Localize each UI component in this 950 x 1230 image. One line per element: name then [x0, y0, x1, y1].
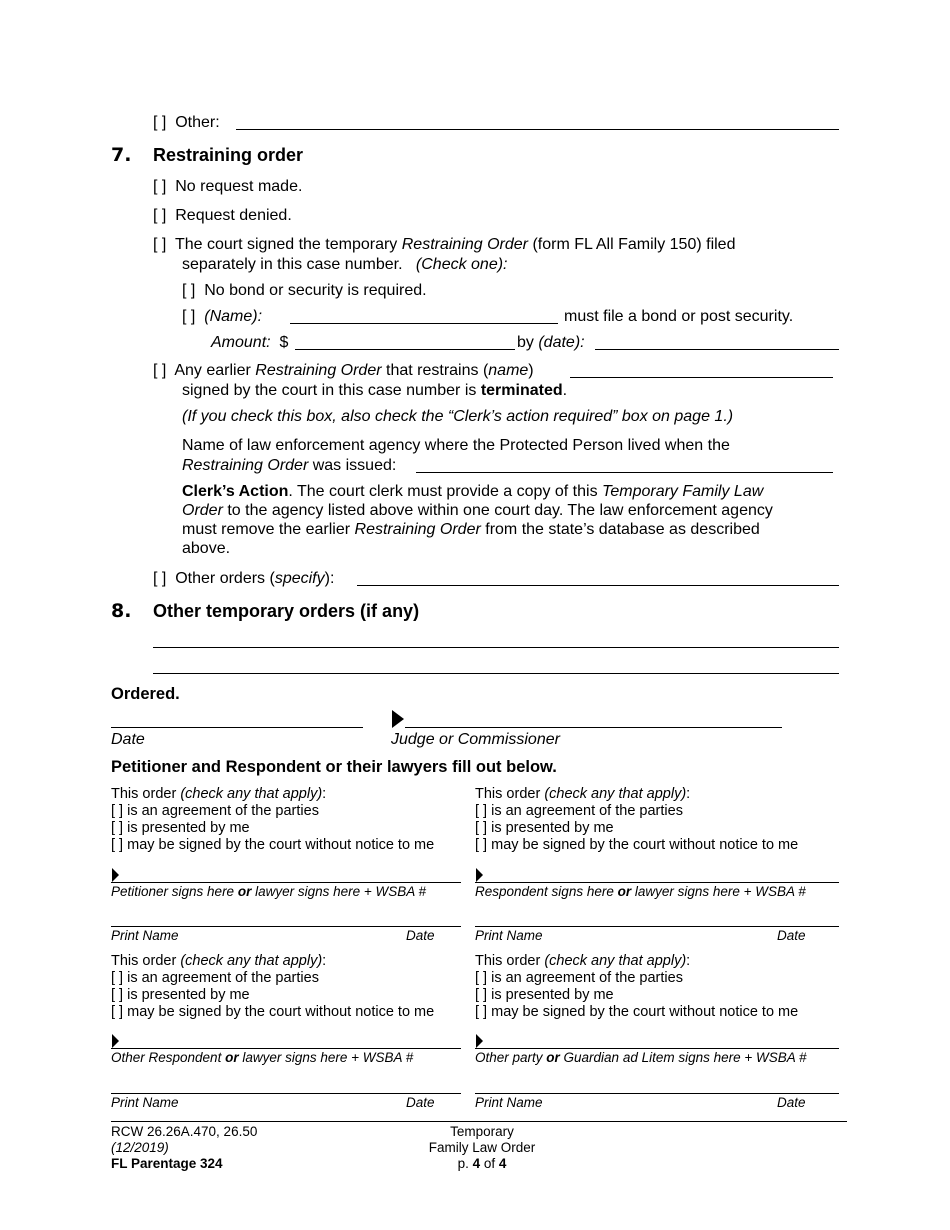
signature-arrow-icon — [112, 868, 119, 882]
other-party-check-block — [475, 953, 798, 1021]
checkbox-agreement[interactable]: [ ] is an agreement of the parties — [475, 970, 683, 986]
clerks-action-label: Clerk’s Action — [182, 483, 289, 500]
option-label: No request made. — [175, 178, 303, 195]
ordered-heading: Ordered. — [111, 685, 180, 703]
amount-label: Amount: — [211, 334, 271, 351]
text: of — [480, 1156, 499, 1171]
other-input-line[interactable] — [236, 129, 839, 130]
footer-title-1: Temporary — [450, 1124, 514, 1139]
other-label: Other: — [175, 114, 220, 131]
text: was issued: — [308, 457, 397, 474]
agency-line1: Name of law enforcement agency where the Protected Person lived when the — [182, 437, 730, 454]
other-respondent-signature-line[interactable] — [111, 1048, 461, 1049]
dollar-sign: $ — [279, 334, 289, 351]
text: : — [686, 786, 691, 802]
text: . The court clerk must provide a copy of this — [288, 483, 603, 500]
text: ) — [528, 362, 534, 379]
footer-left — [111, 1124, 257, 1172]
text: Respondent signs here — [475, 884, 618, 899]
checkbox-presented[interactable]: [ ] is presented by me — [111, 820, 250, 836]
other-respondent-check-block — [111, 953, 434, 1021]
text: from the state’s database as described — [480, 521, 760, 538]
text: Petitioner signs here — [111, 884, 238, 899]
text: . — [562, 382, 568, 399]
footer-center — [382, 1124, 582, 1172]
checkbox[interactable]: [ ] — [153, 236, 167, 253]
checkbox[interactable]: [ ] — [153, 570, 167, 587]
petitioner-signature-line[interactable] — [111, 882, 461, 883]
option-other-orders[interactable] — [153, 569, 334, 588]
text: : — [322, 786, 327, 802]
checkbox-without-notice[interactable]: [ ] may be signed by the court without notice to me — [475, 837, 799, 853]
text: lawyer signs here + WSBA # — [631, 884, 806, 899]
checkbox-presented[interactable]: [ ] is presented by me — [111, 987, 250, 1003]
page-total: 4 — [498, 1156, 507, 1171]
option-court-signed[interactable] — [153, 235, 735, 254]
checkbox-without-notice[interactable]: [ ] may be signed by the court without notice to me — [111, 837, 435, 853]
footer-page — [382, 1156, 582, 1172]
text: p. — [457, 1156, 473, 1171]
name-label: (Name): — [204, 308, 263, 325]
order-date-line[interactable] — [111, 727, 363, 728]
other-party-sign-caption — [475, 1050, 807, 1065]
checkbox[interactable]: [ ] — [182, 282, 196, 299]
text: This order — [111, 786, 181, 802]
checkbox-agreement[interactable]: [ ] is an agreement of the parties — [111, 803, 319, 819]
text: above. — [182, 540, 231, 557]
footer-form-number: FL Parentage 324 — [111, 1156, 223, 1171]
text: lawyer signs here + WSBA # — [238, 1050, 414, 1065]
clerks-action-paragraph — [182, 482, 832, 558]
other-orders-input-line[interactable] — [357, 585, 839, 586]
other-temp-orders-line-2[interactable] — [153, 673, 839, 674]
checkbox[interactable]: [ ] — [153, 362, 167, 379]
text: : — [686, 953, 691, 969]
option-no-request[interactable] — [153, 177, 302, 196]
checkbox-agreement[interactable]: [ ] is an agreement of the parties — [111, 970, 319, 986]
checkbox[interactable]: [ ] — [182, 308, 196, 325]
text: Any earlier — [174, 362, 256, 379]
option-label: Request denied. — [175, 207, 292, 224]
respondent-sign-caption — [475, 884, 806, 899]
terminated-text: terminated — [480, 382, 563, 399]
section-title-restraining-order: Restraining order — [153, 145, 304, 165]
checkbox[interactable]: [ ] — [153, 207, 167, 224]
parties-heading: Petitioner and Respondent or their lawyers fill out below. — [111, 758, 557, 776]
or-text: or — [237, 884, 252, 899]
respondent-check-block — [475, 786, 798, 854]
text-italic: (check any that apply) — [544, 953, 687, 969]
text: separately in this case number. — [182, 256, 403, 273]
petitioner-check-block — [111, 786, 434, 854]
checkbox-without-notice[interactable]: [ ] may be signed by the court without notice to me — [475, 1004, 799, 1020]
text-italic: Order — [182, 502, 223, 519]
earlier-line2 — [182, 381, 567, 400]
name-input-line[interactable] — [290, 323, 558, 324]
signature-arrow-icon — [476, 1034, 483, 1048]
print-name-caption: Print Name — [475, 1095, 543, 1110]
must-file-text: must file a bond or post security. — [564, 308, 794, 325]
other-party-print-line[interactable] — [475, 1093, 839, 1094]
text-italic: Restraining Order — [255, 362, 382, 379]
footer-revision: (12/2019) — [111, 1140, 169, 1155]
other-temp-orders-line-1[interactable] — [153, 647, 839, 648]
text-italic: (check any that apply) — [180, 953, 323, 969]
footer-divider — [111, 1121, 847, 1122]
by-label: by — [517, 334, 539, 351]
checkbox[interactable]: [ ] — [153, 114, 167, 131]
print-name-caption: Print Name — [475, 928, 543, 943]
judge-caption: Judge or Commissioner — [391, 731, 560, 748]
text: The court signed the temporary — [174, 236, 402, 253]
text-italic: name — [488, 362, 529, 379]
other-respondent-sign-caption — [111, 1050, 413, 1065]
section-number-8: 8. — [111, 600, 132, 622]
text-italic: (check any that apply) — [544, 786, 687, 802]
page-number: 4 — [472, 1156, 481, 1171]
or-text: or — [617, 884, 632, 899]
text: Other Respondent — [111, 1050, 226, 1065]
petitioner-print-line[interactable] — [111, 926, 461, 927]
option-earlier-order[interactable] — [153, 361, 534, 380]
option-label: No bond or security is required. — [204, 282, 427, 299]
text: This order — [475, 786, 545, 802]
option-name-bond[interactable] — [182, 307, 262, 326]
signature-arrow-icon — [112, 1034, 119, 1048]
restrains-name-input-line[interactable] — [570, 377, 833, 378]
or-text: or — [546, 1050, 560, 1065]
other-party-signature-line[interactable] — [475, 1048, 839, 1049]
amount-row — [211, 333, 288, 352]
checkbox-agreement[interactable]: [ ] is an agreement of the parties — [475, 803, 683, 819]
text-italic: Temporary Family Law — [602, 483, 764, 500]
section-number-7: 7. — [111, 144, 132, 166]
checkbox-without-notice[interactable]: [ ] may be signed by the court without notice to me — [111, 1004, 435, 1020]
date-caption: Date — [406, 928, 435, 943]
print-name-caption: Print Name — [111, 928, 179, 943]
checkbox[interactable]: [ ] — [153, 178, 167, 195]
date-caption: Date — [111, 731, 145, 748]
text-italic: specify — [274, 570, 325, 587]
text: signed by the court in this case number is — [182, 382, 481, 399]
if-check-note: (If you check this box, also check the “Clerk’s action required” box on page 1.) — [182, 408, 734, 425]
signature-arrow-icon — [476, 868, 483, 882]
text: that restrains ( — [381, 362, 489, 379]
or-text: or — [225, 1050, 239, 1065]
petitioner-sign-caption — [111, 884, 426, 899]
text-italic: Restraining Order — [182, 457, 309, 474]
text-italic: Restraining Order — [401, 236, 529, 253]
footer-title-2: Family Law Order — [428, 1140, 536, 1155]
text: : — [322, 953, 327, 969]
date-caption: Date — [777, 928, 806, 943]
option-request-denied[interactable] — [153, 206, 292, 225]
text: must remove the earlier — [182, 521, 355, 538]
other-respondent-print-line[interactable] — [111, 1093, 461, 1094]
court-signed-line2 — [182, 255, 508, 274]
checkbox-presented[interactable]: [ ] is presented by me — [475, 987, 614, 1003]
respondent-print-line[interactable] — [475, 926, 839, 927]
text: This order — [475, 953, 545, 969]
text-italic: (Check one): — [415, 256, 508, 273]
section-title-other-temporary-orders: Other temporary orders (if any) — [153, 601, 420, 621]
by-date-label — [517, 333, 585, 352]
agency-line2 — [182, 456, 396, 475]
date-input-line[interactable] — [595, 349, 839, 350]
amount-input-line[interactable] — [295, 349, 515, 350]
footer-rcw: RCW 26.26A.470, 26.50 — [111, 1124, 258, 1139]
text: lawyer signs here + WSBA # — [251, 884, 427, 899]
date-caption: Date — [406, 1095, 435, 1110]
text: (form FL All Family 150) filed — [528, 236, 736, 253]
text: ): — [324, 570, 335, 587]
respondent-signature-line[interactable] — [475, 882, 839, 883]
text: Guardian ad Litem signs here + WSBA # — [559, 1050, 807, 1065]
print-name-caption: Print Name — [111, 1095, 179, 1110]
judge-signature-line[interactable] — [405, 727, 782, 728]
date-caption: Date — [777, 1095, 806, 1110]
text-italic: Restraining Order — [354, 521, 481, 538]
option-no-bond[interactable] — [182, 281, 427, 300]
agency-input-line[interactable] — [416, 472, 833, 473]
other-row — [153, 113, 220, 132]
checkbox-presented[interactable]: [ ] is presented by me — [475, 820, 614, 836]
date-label: (date): — [538, 334, 585, 351]
text: This order — [111, 953, 181, 969]
text-italic: (check any that apply) — [180, 786, 323, 802]
text: Other party — [475, 1050, 547, 1065]
text: to the agency listed above within one court day. The law enforcement agency — [222, 502, 773, 519]
signature-arrow-icon — [392, 710, 404, 728]
text: Other orders ( — [175, 570, 275, 587]
